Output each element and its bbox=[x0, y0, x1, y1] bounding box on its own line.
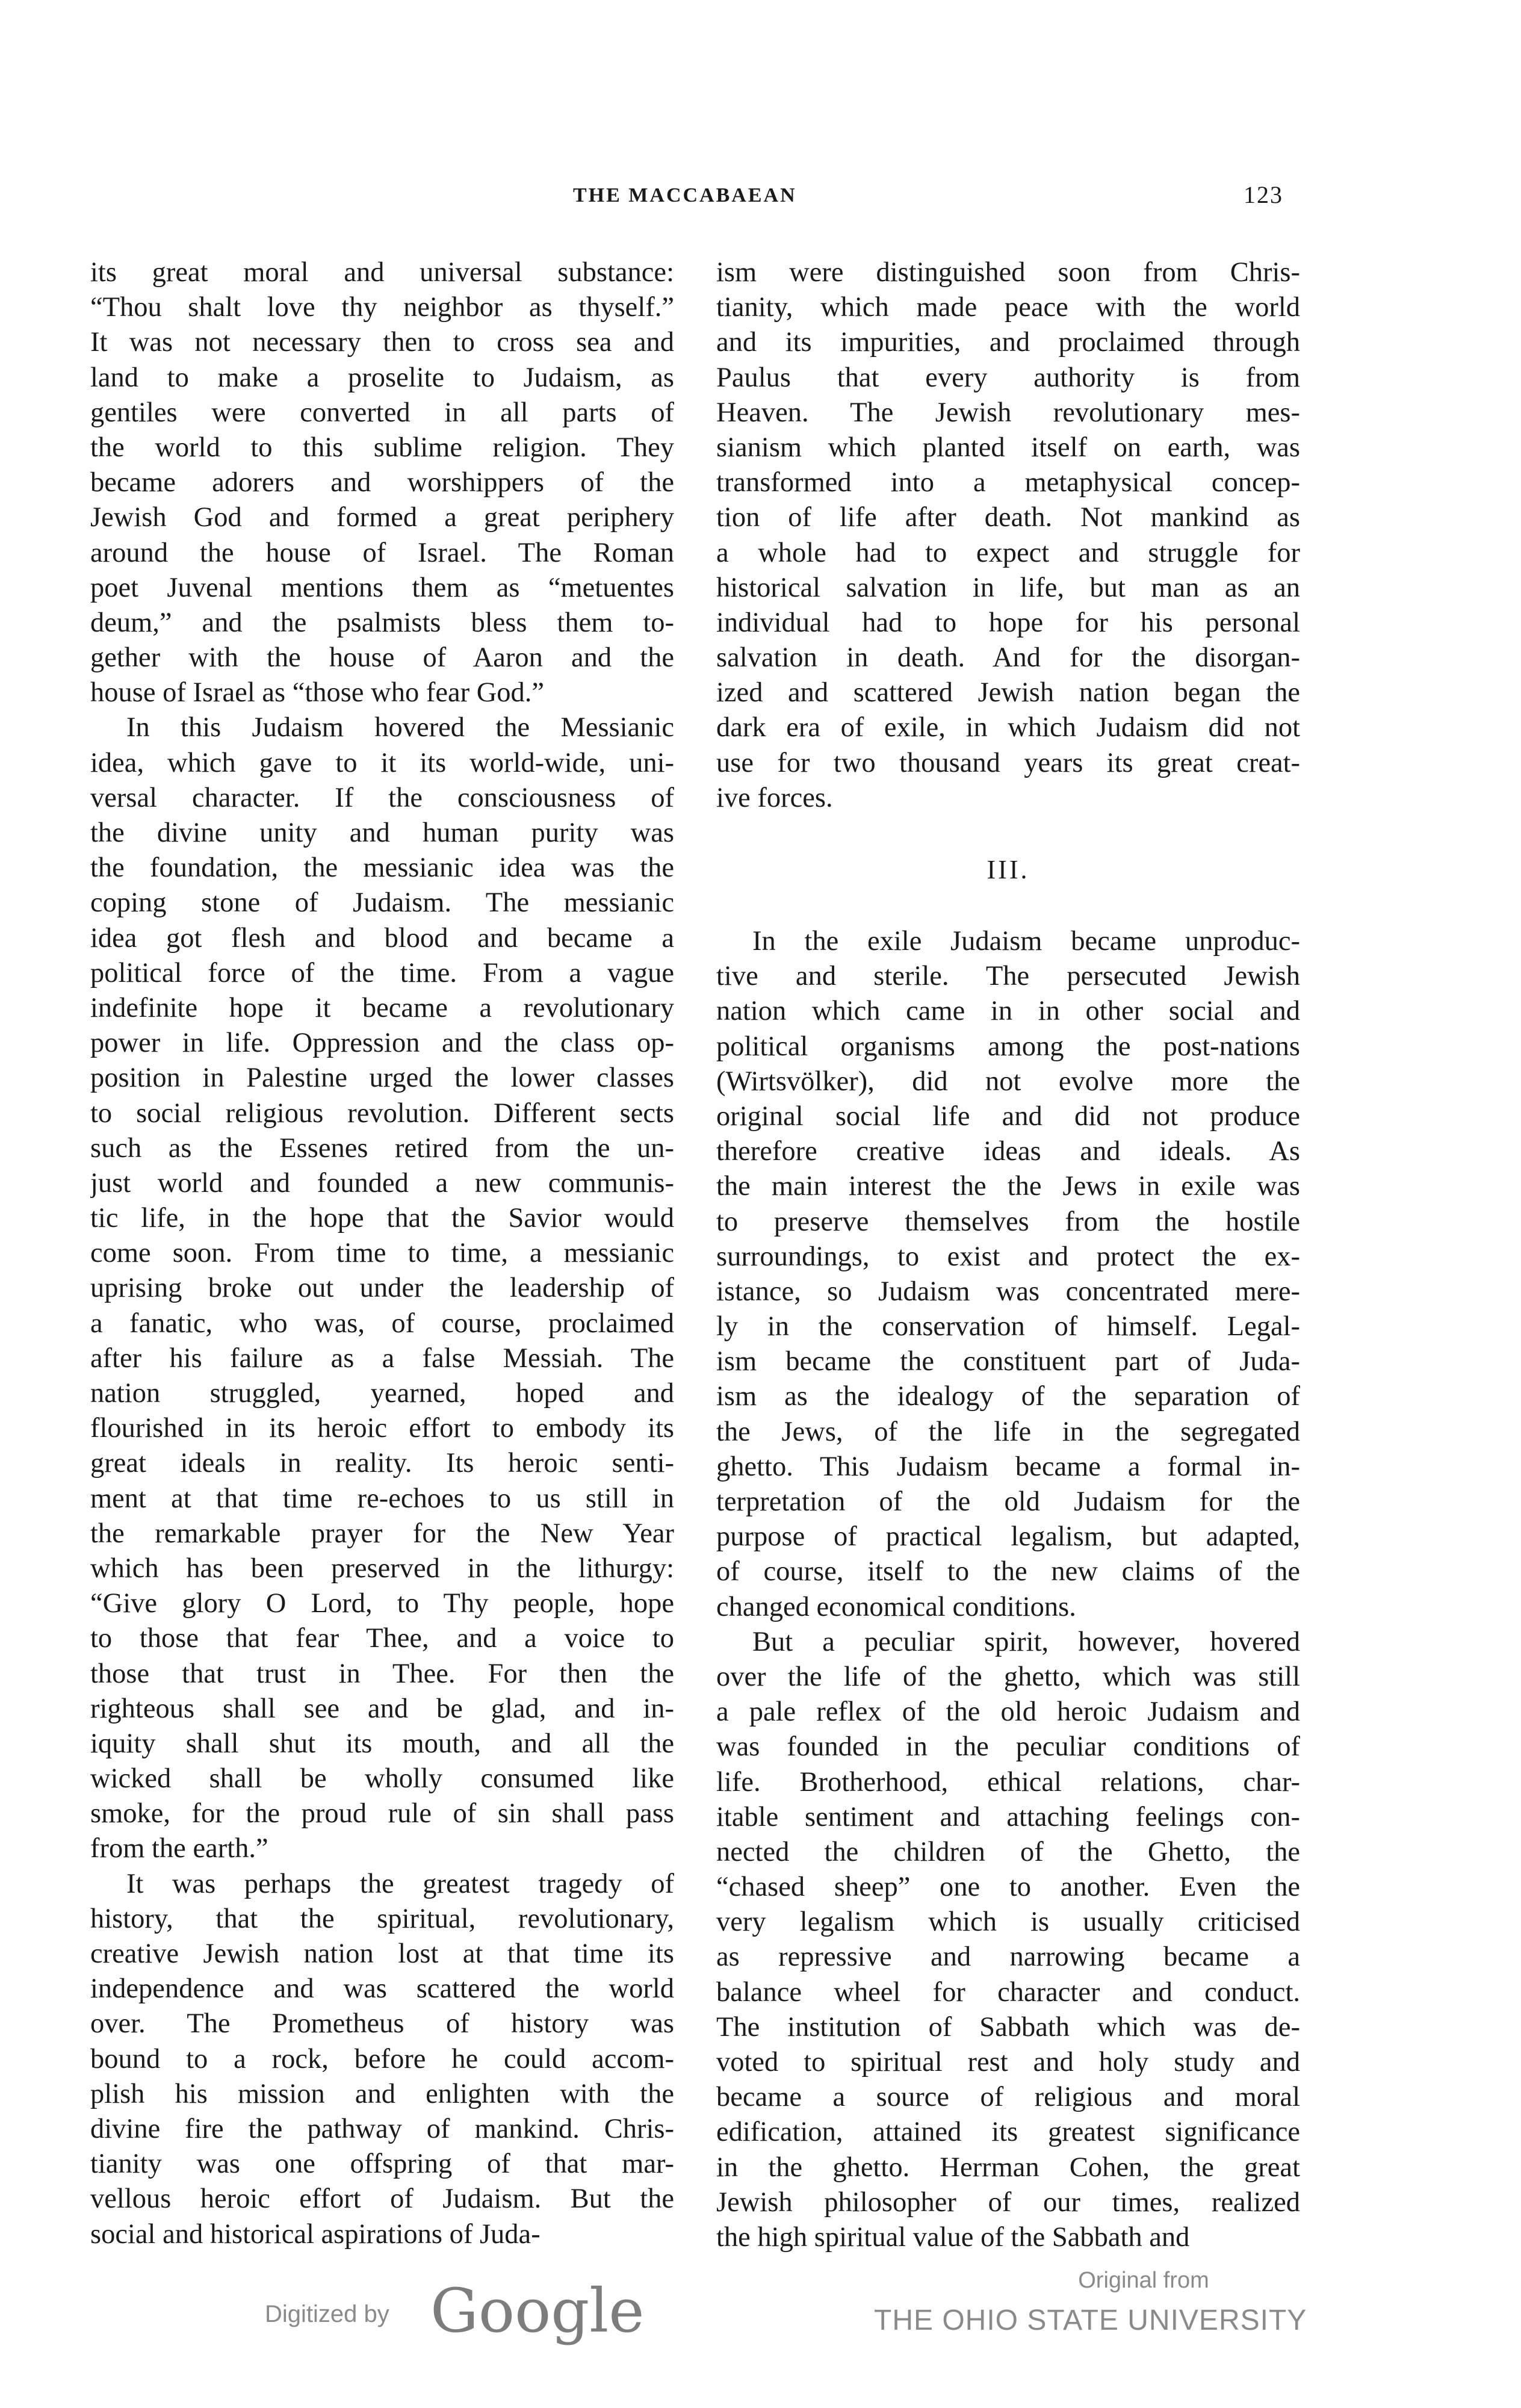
text-line: as repressive and narrowing became a bbox=[716, 1941, 1300, 1973]
text-line: a pale reflex of the old heroic Judaism and bbox=[716, 1696, 1300, 1728]
text-line: its great moral and universal substance: bbox=[90, 257, 674, 288]
text-line: the main interest the the Jews in exile was bbox=[716, 1171, 1300, 1202]
text-line: original social life and did not produce bbox=[716, 1100, 1300, 1132]
text-line: ism became the constituent part of Juda- bbox=[716, 1346, 1300, 1377]
text-line: the divine unity and human purity was bbox=[90, 818, 674, 848]
text-line: It was not necessary then to cross sea and bbox=[90, 327, 674, 358]
right-column-top bbox=[716, 255, 1300, 816]
journal-title: THE MACCABAEAN bbox=[573, 184, 797, 206]
google-logo: Google bbox=[430, 2276, 645, 2346]
running-head bbox=[0, 181, 1521, 214]
text-line: ism as the idealogy of the separation of bbox=[716, 1381, 1300, 1412]
text-line: smoke, for the proud rule of sin shall pass bbox=[90, 1798, 674, 1829]
text-line: righteous shall see and be glad, and in- bbox=[90, 1693, 674, 1724]
text-line: bound to a rock, before he could accom- bbox=[90, 2043, 674, 2074]
text-line: edification, attained its greatest significance bbox=[716, 2117, 1300, 2148]
right-column-bottom bbox=[716, 924, 1300, 2255]
text-line: after his failure as a false Messiah. The bbox=[90, 1342, 674, 1374]
text-line: house of Israel as “those who fear God.” bbox=[90, 677, 545, 709]
text-line: the world to this sublime religion. They bbox=[90, 432, 674, 463]
text-line: flourished in its heroic effort to embody its bbox=[90, 1413, 674, 1444]
text-line: independence and was scattered the world bbox=[90, 1973, 674, 2005]
right-column bbox=[716, 255, 1300, 2255]
text-line: from the earth.” bbox=[90, 1833, 268, 1864]
text-line: Jewish philosopher of our times, realized bbox=[716, 2186, 1300, 2218]
text-line: Heaven. The Jewish revolutionary mes- bbox=[716, 397, 1300, 428]
text-line: uprising broke out under the leadership of bbox=[90, 1273, 674, 1304]
text-line: gentiles were converted in all parts of bbox=[90, 397, 674, 428]
text-line: “chased sheep” one to another. Even the bbox=[716, 1872, 1300, 1903]
text-line: over. The Prometheus of history was bbox=[90, 2008, 674, 2040]
section-heading: III. bbox=[987, 855, 1030, 884]
text-line: idea got flesh and blood and became a bbox=[90, 922, 674, 954]
text-line: vellous heroic effort of Judaism. But the bbox=[90, 2183, 674, 2215]
text-line: iquity shall shut its mouth, and all the bbox=[90, 1728, 674, 1759]
text-line: those that trust in Thee. For then the bbox=[90, 1658, 674, 1689]
text-line: position in Palestine urged the lower classes bbox=[90, 1063, 674, 1094]
text-line: The institution of Sabbath which was de- bbox=[716, 2011, 1300, 2043]
text-line: use for two thousand years its great creat- bbox=[716, 747, 1300, 778]
institution-label: THE OHIO STATE UNIVERSITY bbox=[874, 2304, 1307, 2336]
text-line: to preserve themselves from the hostile bbox=[716, 1206, 1300, 1237]
text-line: Paulus that every authority is from bbox=[716, 362, 1300, 393]
text-line: itable sentiment and attaching feelings con- bbox=[716, 1801, 1300, 1832]
text-line: Jewish God and formed a great periphery bbox=[90, 502, 674, 533]
text-line: “Give glory O Lord, to Thy people, hope bbox=[90, 1588, 674, 1619]
text-line: versal character. If the consciousness of bbox=[90, 782, 674, 813]
text-line: ly in the conservation of himself. Legal- bbox=[716, 1311, 1300, 1342]
text-line: nation which came in in other social and bbox=[716, 996, 1300, 1027]
text-line: was founded in the peculiar conditions of bbox=[716, 1731, 1300, 1763]
text-line: power in life. Oppression and the class op- bbox=[90, 1028, 674, 1059]
text-line: plish his mission and enlighten with the bbox=[90, 2078, 674, 2109]
text-line: indefinite hope it became a revolutionary bbox=[90, 992, 674, 1023]
text-line: surroundings, to exist and protect the ex- bbox=[716, 1241, 1300, 1272]
text-line: the Jews, of the life in the segregated bbox=[716, 1416, 1300, 1447]
text-line: idea, which gave to it its world-wide, uni- bbox=[90, 747, 674, 778]
text-line: the remarkable prayer for the New Year bbox=[90, 1518, 674, 1549]
text-line: the foundation, the messianic idea was the bbox=[90, 852, 674, 884]
text-line: deum,” and the psalmists bless them to- bbox=[90, 607, 674, 638]
text-line: social and historical aspirations of Juda- bbox=[90, 2218, 541, 2250]
original-from-label: Original from bbox=[1078, 2268, 1209, 2293]
text-line: voted to spiritual rest and holy study and bbox=[716, 2047, 1300, 2078]
text-line: ive forces. bbox=[716, 782, 833, 813]
text-line: divine fire the pathway of mankind. Chris- bbox=[90, 2113, 674, 2144]
text-line: salvation in death. And for the disorgan- bbox=[716, 642, 1300, 674]
left-column bbox=[90, 255, 674, 2252]
text-line: a fanatic, who was, of course, proclaimed bbox=[90, 1308, 674, 1339]
text-line: over the life of the ghetto, which was still bbox=[716, 1661, 1300, 1692]
text-line: changed economical conditions. bbox=[716, 1591, 1076, 1622]
text-line: ized and scattered Jewish nation began the bbox=[716, 677, 1300, 709]
text-line: (Wirtsvölker), did not evolve more the bbox=[716, 1066, 1300, 1097]
text-line: It was perhaps the greatest tragedy of bbox=[126, 1868, 674, 1899]
text-line: to those that fear Thee, and a voice to bbox=[90, 1623, 674, 1654]
text-line: But a peculiar spirit, however, hovered bbox=[752, 1626, 1300, 1657]
text-line: and its impurities, and proclaimed through bbox=[716, 327, 1300, 358]
text-line: a whole had to expect and struggle for bbox=[716, 537, 1300, 568]
text-line: nected the children of the Ghetto, the bbox=[716, 1836, 1300, 1867]
text-line: transformed into a metaphysical concep- bbox=[716, 467, 1300, 498]
text-line: in the ghetto. Herrman Cohen, the great bbox=[716, 2152, 1300, 2183]
text-line: purpose of practical legalism, but adapted, bbox=[716, 1521, 1300, 1553]
text-line: which has been preserved in the lithurgy: bbox=[90, 1553, 674, 1584]
text-line: just world and founded a new communis- bbox=[90, 1167, 674, 1199]
text-line: tion of life after death. Not mankind as bbox=[716, 502, 1300, 533]
text-line: land to make a proselite to Judaism, as bbox=[90, 362, 674, 393]
text-line: ment at that time re-echoes to us still in bbox=[90, 1483, 674, 1514]
text-line: historical salvation in life, but man as an bbox=[716, 572, 1300, 603]
text-line: very legalism which is usually criticised bbox=[716, 1907, 1300, 1938]
text-line: tive and sterile. The persecuted Jewish bbox=[716, 961, 1300, 992]
text-line: tic life, in the hope that the Savior would bbox=[90, 1203, 674, 1234]
text-line: to social religious revolution. Different sects bbox=[90, 1097, 674, 1129]
text-line: became adorers and worshippers of the bbox=[90, 467, 674, 498]
text-line: come soon. From time to time, a messianic bbox=[90, 1238, 674, 1269]
text-line: ghetto. This Judaism became a formal in- bbox=[716, 1451, 1300, 1482]
digitized-by-label: Digitized by bbox=[265, 2301, 389, 2327]
text-line: great ideals in reality. Its heroic senti- bbox=[90, 1448, 674, 1479]
text-line: balance wheel for character and conduct. bbox=[716, 1976, 1300, 2008]
text-line: coping stone of Judaism. The messianic bbox=[90, 887, 674, 919]
text-line: creative Jewish nation lost at that time its bbox=[90, 1938, 674, 1969]
text-line: nation struggled, yearned, hoped and bbox=[90, 1378, 674, 1409]
text-line: In this Judaism hovered the Messianic bbox=[126, 712, 674, 743]
text-line: “Thou shalt love thy neighbor as thyself.” bbox=[90, 292, 674, 323]
text-line: of course, itself to the new claims of the bbox=[716, 1556, 1300, 1587]
text-line: individual had to hope for his personal bbox=[716, 607, 1300, 638]
text-line: poet Juvenal mentions them as “metuentes bbox=[90, 572, 674, 603]
text-line: dark era of exile, in which Judaism did not bbox=[716, 712, 1300, 743]
text-line: tianity, which made peace with the world bbox=[716, 292, 1300, 323]
text-line: political force of the time. From a vague bbox=[90, 957, 674, 988]
text-line: gether with the house of Aaron and the bbox=[90, 642, 674, 674]
text-line: In the exile Judaism became unproduc- bbox=[752, 926, 1300, 957]
text-line: wicked shall be wholly consumed like bbox=[90, 1763, 674, 1795]
text-line: tianity was one offspring of that mar- bbox=[90, 2149, 674, 2180]
text-line: the high spiritual value of the Sabbath and bbox=[716, 2221, 1190, 2253]
text-line: became a source of religious and moral bbox=[716, 2082, 1300, 2113]
text-line: sianism which planted itself on earth, was bbox=[716, 432, 1300, 463]
text-line: terpretation of the old Judaism for the bbox=[716, 1486, 1300, 1517]
text-line: ism were distinguished soon from Chris- bbox=[716, 257, 1300, 288]
text-line: around the house of Israel. The Roman bbox=[90, 537, 674, 568]
text-line: life. Brotherhood, ethical relations, char- bbox=[716, 1766, 1300, 1798]
text-line: political organisms among the post-nations bbox=[716, 1031, 1300, 1062]
text-line: therefore creative ideas and ideals. As bbox=[716, 1136, 1300, 1167]
text-line: history, that the spiritual, revolutionary, bbox=[90, 1903, 674, 1934]
text-line: such as the Essenes retired from the un- bbox=[90, 1132, 674, 1164]
text-line: istance, so Judaism was concentrated mere- bbox=[716, 1276, 1300, 1307]
page-number: 123 bbox=[1244, 181, 1283, 208]
